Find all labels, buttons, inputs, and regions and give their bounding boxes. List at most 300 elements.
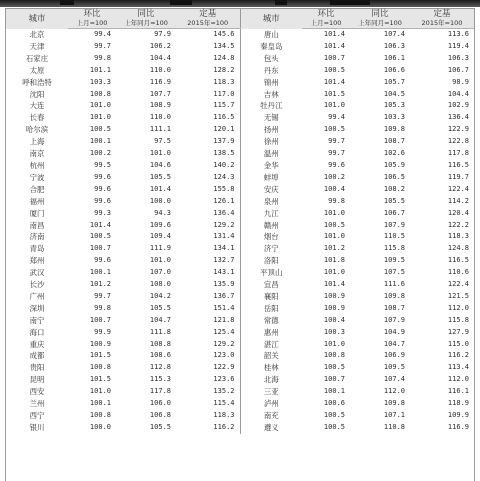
- yoy-value-cell: 106.0: [149, 399, 171, 408]
- table-row: [6, 53, 474, 65]
- base-value-cell: 123.0: [176, 350, 240, 362]
- city-name-cell: 哈尔滨: [25, 125, 49, 135]
- table-row: [6, 65, 474, 77]
- mom-value-cell: 101.0: [323, 208, 345, 217]
- mom-value-cell: 101.0: [323, 268, 345, 277]
- base-value-cell: 136.7: [176, 291, 240, 303]
- price-index-table: [6, 9, 474, 434]
- mom-value-cell: 101.4: [323, 41, 345, 50]
- city-name-cell: 金华: [263, 160, 279, 170]
- table-row: [6, 196, 474, 208]
- table-row: [6, 410, 474, 422]
- table-row: [6, 231, 474, 243]
- yoy-value-cell: 101.0: [149, 256, 171, 265]
- yoy-value-cell: 110.0: [149, 65, 171, 74]
- city-name-cell: 重庆: [29, 339, 45, 349]
- base-value-cell: 109.9: [447, 411, 469, 419]
- mom-value-cell: 100.1: [89, 399, 111, 408]
- base-value-cell: 122.2: [447, 220, 469, 229]
- yoy-value-cell: 107.1: [383, 411, 405, 419]
- mom-value-cell: 99.8: [94, 53, 111, 62]
- city-name-cell: 西宁: [29, 411, 45, 420]
- table-row: [6, 339, 474, 351]
- base-value-cell: 106.7: [447, 65, 469, 74]
- yoy-value-cell: 105.5: [383, 196, 405, 205]
- mom-value-cell: 100.9: [323, 303, 345, 312]
- mom-value-cell: 101.1: [89, 65, 111, 74]
- base-value-cell: 151.4: [176, 303, 240, 315]
- city-name-cell: 兰州: [29, 399, 45, 409]
- mom-value-cell: 100.8: [89, 363, 111, 372]
- table-row: [6, 303, 474, 315]
- yoy-value-cell: 109.4: [149, 232, 171, 241]
- mom-value-cell: 99.6: [94, 184, 111, 193]
- mom-value-cell: 99.4: [94, 30, 111, 38]
- mom-value-cell: 100.5: [323, 422, 345, 431]
- city-name-cell: 包头: [263, 53, 279, 63]
- base-value-cell: 116.2: [447, 351, 469, 360]
- table-row: [6, 112, 474, 124]
- yoy-value-cell: 110.5: [383, 232, 405, 241]
- yoy-value-cell: 105.3: [383, 101, 405, 110]
- mom-value-cell: 99.6: [94, 196, 111, 205]
- yoy-value-cell: 115.3: [149, 375, 171, 384]
- yoy-value-cell: 107.7: [149, 89, 171, 98]
- base-value-cell: 129.2: [176, 220, 240, 232]
- city-name-cell: 惠州: [263, 327, 279, 337]
- table-body: [6, 29, 474, 434]
- mom-value-cell: 100.1: [323, 387, 345, 396]
- table-row: [6, 398, 474, 410]
- yoy-value-cell: 108.7: [383, 137, 405, 146]
- city-name-cell: 秦皇岛: [260, 41, 283, 51]
- base-value-cell: 122.4: [447, 184, 469, 193]
- mom-value-cell: 100.7: [323, 375, 345, 384]
- base-value-cell: 119.4: [447, 41, 469, 50]
- yoy-value-cell: 103.3: [383, 113, 405, 122]
- yoy-value-cell: 117.8: [149, 387, 171, 396]
- mom-value-cell: 101.0: [323, 232, 345, 241]
- mom-value-cell: 100.7: [89, 244, 111, 253]
- city-name-cell: 北海: [263, 375, 279, 385]
- table-header-row: [6, 9, 474, 19]
- city-name-cell: 丹东: [263, 65, 279, 75]
- base-value-cell: 122.9: [447, 125, 469, 134]
- city-name-cell: 昆明: [29, 375, 45, 385]
- table-row: [6, 350, 474, 362]
- city-name-cell: 南宁: [29, 315, 45, 325]
- table-row: [6, 100, 474, 112]
- city-name-cell: 大连: [29, 101, 45, 111]
- city-name-cell: 无锡: [263, 113, 279, 123]
- yoy-value-cell: 109.6: [149, 220, 171, 229]
- city-column-header: 城市: [240, 9, 302, 29]
- mom-value-cell: 101.0: [323, 339, 345, 348]
- city-name-cell: 厦门: [29, 208, 45, 218]
- mom-value-cell: 99.4: [328, 113, 345, 122]
- mom-value-cell: 99.6: [328, 160, 345, 169]
- base-value-cell: 135.2: [176, 386, 240, 398]
- base-subheader: 2015年=100: [410, 19, 474, 29]
- yoy-value-cell: 109.8: [383, 125, 405, 134]
- city-name-cell: 锦州: [263, 77, 279, 87]
- base-value-cell: 112.0: [447, 303, 469, 312]
- mom-value-cell: 99.6: [94, 256, 111, 265]
- city-name-cell: 洛阳: [263, 256, 279, 266]
- base-value-cell: 125.4: [176, 327, 240, 339]
- table-row: [6, 41, 474, 53]
- mom-value-cell: 101.0: [89, 113, 111, 122]
- city-name-cell: 福州: [29, 196, 45, 206]
- base-value-cell: 136.4: [176, 208, 240, 220]
- table-row: [6, 29, 474, 41]
- city-name-cell: 南充: [263, 411, 279, 420]
- base-value-cell: 113.4: [447, 363, 469, 372]
- yoy-value-cell: 105.9: [383, 160, 405, 169]
- yoy-value-cell: 110.8: [383, 422, 405, 431]
- base-value-cell: 112.0: [447, 375, 469, 384]
- base-column-header: 定基: [176, 9, 240, 19]
- mom-value-cell: 101.4: [323, 280, 345, 289]
- city-name-cell: 安庆: [263, 184, 279, 194]
- table-row: [6, 77, 474, 89]
- yoy-value-cell: 107.4: [383, 375, 405, 384]
- city-name-cell: 桂林: [263, 363, 279, 373]
- yoy-value-cell: 110.0: [149, 113, 171, 122]
- base-value-cell: 122.9: [176, 362, 240, 374]
- base-value-cell: 123.6: [176, 374, 240, 386]
- table-row: [6, 315, 474, 327]
- base-value-cell: 115.4: [176, 398, 240, 410]
- yoy-value-cell: 101.4: [149, 184, 171, 193]
- base-value-cell: 120.4: [447, 208, 469, 217]
- yoy-value-cell: 104.2: [149, 291, 171, 300]
- yoy-column-header: 同比: [350, 9, 410, 19]
- mom-value-cell: 100.6: [323, 399, 345, 408]
- mom-value-cell: 100.2: [323, 172, 345, 181]
- mom-value-cell: 100.5: [323, 125, 345, 134]
- mom-value-cell: 99.7: [328, 149, 345, 158]
- mom-value-cell: 99.8: [328, 196, 345, 205]
- city-name-cell: 烟台: [263, 232, 279, 242]
- mom-value-cell: 100.5: [323, 363, 345, 372]
- mom-value-cell: 100.5: [323, 220, 345, 229]
- mom-value-cell: 100.2: [89, 149, 111, 158]
- yoy-subheader: 上年同月=100: [116, 19, 176, 29]
- mom-value-cell: 100.5: [89, 232, 111, 241]
- yoy-value-cell: 111.1: [149, 125, 171, 134]
- yoy-value-cell: 111.8: [149, 327, 171, 336]
- yoy-value-cell: 106.1: [383, 53, 405, 62]
- yoy-value-cell: 107.4: [383, 30, 405, 38]
- yoy-value-cell: 106.7: [383, 208, 405, 217]
- yoy-value-cell: 109.5: [383, 363, 405, 372]
- yoy-value-cell: 107.5: [383, 268, 405, 277]
- table-row: [6, 148, 474, 160]
- mom-value-cell: 100.0: [89, 422, 111, 431]
- base-value-cell: 136.4: [447, 113, 469, 122]
- base-value-cell: 124.8: [176, 53, 240, 65]
- mom-value-cell: 99.3: [94, 208, 111, 217]
- base-value-cell: 117.8: [447, 149, 469, 158]
- mom-column-header: 环比: [302, 9, 350, 19]
- city-name-cell: 九江: [263, 208, 279, 218]
- yoy-value-cell: 108.9: [149, 101, 171, 110]
- city-name-cell: 唐山: [263, 29, 279, 39]
- table-row: [6, 386, 474, 398]
- base-value-cell: 118.9: [447, 399, 469, 408]
- city-name-cell: 北京: [29, 29, 45, 39]
- base-value-cell: 120.1: [176, 124, 240, 136]
- base-column-header: 定基: [410, 9, 474, 19]
- mom-value-cell: 100.5: [323, 65, 345, 74]
- yoy-column-header: 同比: [116, 9, 176, 19]
- mom-value-cell: 100.7: [89, 315, 111, 324]
- mom-value-cell: 101.4: [323, 30, 345, 38]
- yoy-value-cell: 109.8: [383, 399, 405, 408]
- table-row: [6, 208, 474, 220]
- base-value-cell: 140.2: [176, 160, 240, 172]
- yoy-value-cell: 111.6: [383, 280, 405, 289]
- mom-value-cell: 100.9: [89, 339, 111, 348]
- mom-value-cell: 100.7: [323, 53, 345, 62]
- yoy-value-cell: 108.2: [383, 184, 405, 193]
- mom-value-cell: 100.1: [89, 268, 111, 277]
- city-name-cell: 遵义: [263, 422, 279, 432]
- mom-value-cell: 101.8: [323, 256, 345, 265]
- mom-value-cell: 101.0: [89, 101, 111, 110]
- table-row: [6, 291, 474, 303]
- base-value-cell: 127.9: [447, 327, 469, 336]
- yoy-value-cell: 97.5: [154, 137, 171, 146]
- mom-value-cell: 101.5: [89, 351, 111, 360]
- city-name-cell: 合肥: [29, 184, 45, 194]
- mom-value-cell: 100.4: [323, 184, 345, 193]
- table-row: [6, 362, 474, 374]
- table-row: [6, 327, 474, 339]
- mom-value-cell: 99.7: [94, 41, 111, 50]
- yoy-value-cell: 112.8: [149, 363, 171, 372]
- city-name-cell: 吉林: [263, 89, 279, 99]
- mom-column-header: 环比: [68, 9, 116, 19]
- base-value-cell: 115.8: [447, 315, 469, 324]
- base-value-cell: 104.4: [447, 89, 469, 98]
- top-edge-strip: [0, 0, 480, 7]
- table-row: [6, 172, 474, 184]
- base-value-cell: 118.3: [176, 410, 240, 422]
- table-row: [6, 124, 474, 136]
- city-column-header: 城市: [6, 9, 68, 29]
- base-value-cell: 116.5: [176, 112, 240, 124]
- city-name-cell: 海口: [29, 327, 45, 337]
- table-row: [6, 422, 474, 434]
- table-row: [6, 243, 474, 255]
- mom-value-cell: 101.4: [89, 220, 111, 229]
- mom-value-cell: 103.3: [89, 77, 111, 86]
- base-value-cell: 143.1: [176, 267, 240, 279]
- base-value-cell: 126.1: [176, 196, 240, 208]
- base-value-cell: 98.9: [452, 77, 469, 86]
- yoy-value-cell: 116.9: [149, 77, 171, 86]
- city-name-cell: 西安: [29, 387, 45, 397]
- mom-value-cell: 99.5: [94, 160, 111, 169]
- city-name-cell: 济宁: [263, 244, 279, 254]
- city-name-cell: 南昌: [29, 220, 45, 230]
- city-name-cell: 青岛: [29, 244, 45, 254]
- city-name-cell: 赣州: [263, 220, 279, 230]
- yoy-value-cell: 108.7: [383, 303, 405, 312]
- table-row: [6, 184, 474, 196]
- yoy-value-cell: 115.8: [383, 244, 405, 253]
- mom-value-cell: 100.1: [89, 137, 111, 146]
- table-row: [6, 160, 474, 172]
- yoy-value-cell: 106.8: [149, 411, 171, 419]
- city-name-cell: 韶关: [263, 351, 279, 361]
- mom-value-cell: 101.2: [323, 244, 345, 253]
- city-name-cell: 广州: [29, 291, 45, 301]
- city-name-cell: 泸州: [263, 399, 279, 409]
- yoy-value-cell: 111.9: [149, 244, 171, 253]
- base-value-cell: 134.1: [176, 243, 240, 255]
- base-value-cell: 116.2: [176, 422, 240, 434]
- yoy-value-cell: 109.8: [383, 291, 405, 300]
- mom-subheader: 上月=100: [68, 19, 116, 29]
- yoy-value-cell: 97.9: [154, 30, 171, 38]
- yoy-value-cell: 105.5: [149, 422, 171, 431]
- yoy-value-cell: 107.9: [383, 220, 405, 229]
- base-value-cell: 121.5: [447, 291, 469, 300]
- table-row: [6, 255, 474, 267]
- base-value-cell: 116.9: [447, 422, 469, 431]
- city-name-cell: 泉州: [263, 196, 279, 206]
- city-name-cell: 牡丹江: [260, 101, 283, 111]
- yoy-value-cell: 108.6: [149, 351, 171, 360]
- city-name-cell: 杭州: [29, 160, 45, 170]
- yoy-value-cell: 106.6: [383, 65, 405, 74]
- mom-value-cell: 100.8: [89, 89, 111, 98]
- city-name-cell: 武汉: [29, 268, 45, 278]
- table-row: [6, 89, 474, 101]
- mom-value-cell: 99.7: [328, 137, 345, 146]
- yoy-value-cell: 104.5: [383, 89, 405, 98]
- city-name-cell: 南京: [29, 149, 45, 159]
- yoy-value-cell: 104.7: [383, 339, 405, 348]
- yoy-value-cell: 106.9: [383, 351, 405, 360]
- yoy-value-cell: 106.3: [383, 41, 405, 50]
- mom-value-cell: 101.2: [89, 280, 111, 289]
- mom-value-cell: 99.8: [94, 303, 111, 312]
- base-value-cell: 114.2: [447, 196, 469, 205]
- yoy-value-cell: 104.9: [383, 327, 405, 336]
- base-value-cell: 128.2: [176, 65, 240, 77]
- city-name-cell: 长春: [29, 113, 45, 123]
- city-name-cell: 长沙: [29, 280, 45, 290]
- city-name-cell: 石家庄: [25, 53, 49, 63]
- mom-value-cell: 99.9: [94, 327, 111, 336]
- base-value-cell: 131.4: [176, 231, 240, 243]
- base-value-cell: 119.7: [447, 172, 469, 181]
- city-name-cell: 常德: [263, 315, 279, 325]
- mom-value-cell: 101.4: [323, 77, 345, 86]
- mom-value-cell: 100.5: [323, 411, 345, 419]
- base-value-cell: 118.3: [447, 232, 469, 241]
- base-value-cell: 121.8: [176, 315, 240, 327]
- base-value-cell: 155.8: [176, 184, 240, 196]
- city-name-cell: 蚌埠: [263, 172, 279, 182]
- city-name-cell: 湛江: [263, 339, 279, 349]
- mom-value-cell: 100.5: [89, 125, 111, 134]
- city-name-cell: 郑州: [29, 256, 45, 266]
- city-name-cell: 济南: [29, 232, 45, 242]
- yoy-subheader: 上年同月=100: [350, 19, 410, 29]
- base-value-cell: 115.0: [447, 339, 469, 348]
- city-name-cell: 太原: [29, 65, 45, 75]
- base-value-cell: 113.6: [447, 30, 469, 38]
- table-row: [6, 374, 474, 386]
- base-value-cell: 138.5: [176, 148, 240, 160]
- city-name-cell: 平顶山: [260, 268, 283, 278]
- city-name-cell: 上海: [29, 137, 45, 147]
- city-name-cell: 岳阳: [263, 303, 279, 313]
- city-name-cell: 贵阳: [29, 363, 45, 373]
- yoy-value-cell: 108.8: [149, 339, 171, 348]
- price-index-table-sheet: [5, 8, 475, 481]
- city-name-cell: 天津: [29, 41, 45, 51]
- mom-value-cell: 99.6: [94, 172, 111, 181]
- table-row: [6, 136, 474, 148]
- city-name-cell: 宁波: [29, 172, 45, 182]
- yoy-value-cell: 109.5: [383, 256, 405, 265]
- mom-value-cell: 101.5: [89, 375, 111, 384]
- mom-value-cell: 101.5: [323, 89, 345, 98]
- base-value-cell: 145.6: [176, 29, 240, 41]
- city-name-cell: 三亚: [263, 387, 279, 397]
- mom-value-cell: 100.8: [323, 351, 345, 360]
- base-value-cell: 122.8: [447, 137, 469, 146]
- base-value-cell: 115.7: [176, 100, 240, 112]
- base-value-cell: 134.5: [176, 41, 240, 53]
- yoy-value-cell: 105.5: [149, 172, 171, 181]
- base-value-cell: 106.3: [447, 53, 469, 62]
- base-value-cell: 124.8: [447, 244, 469, 253]
- city-name-cell: 成都: [29, 351, 45, 361]
- mom-subheader: 上月=100: [302, 19, 350, 29]
- yoy-value-cell: 106.5: [383, 172, 405, 181]
- city-name-cell: 宜昌: [263, 280, 279, 290]
- base-value-cell: 129.2: [176, 339, 240, 351]
- yoy-value-cell: 112.0: [383, 387, 405, 396]
- city-name-cell: 呼和浩特: [22, 77, 52, 87]
- base-value-cell: 135.9: [176, 279, 240, 291]
- yoy-value-cell: 105.7: [383, 77, 405, 86]
- city-name-cell: 银川: [29, 422, 45, 432]
- city-name-cell: 襄阳: [263, 291, 279, 301]
- yoy-value-cell: 106.2: [149, 41, 171, 50]
- yoy-value-cell: 105.5: [149, 303, 171, 312]
- mom-value-cell: 101.0: [89, 387, 111, 396]
- table-row: [6, 220, 474, 232]
- base-value-cell: 132.7: [176, 255, 240, 267]
- base-value-cell: 124.3: [176, 172, 240, 184]
- yoy-value-cell: 108.0: [149, 280, 171, 289]
- mom-value-cell: 101.0: [323, 101, 345, 110]
- base-subheader: 2015年=100: [176, 19, 240, 29]
- yoy-value-cell: 94.3: [154, 208, 171, 217]
- base-value-cell: 102.9: [447, 101, 469, 110]
- yoy-value-cell: 104.6: [149, 160, 171, 169]
- yoy-value-cell: 101.0: [149, 149, 171, 158]
- city-name-cell: 扬州: [263, 125, 279, 135]
